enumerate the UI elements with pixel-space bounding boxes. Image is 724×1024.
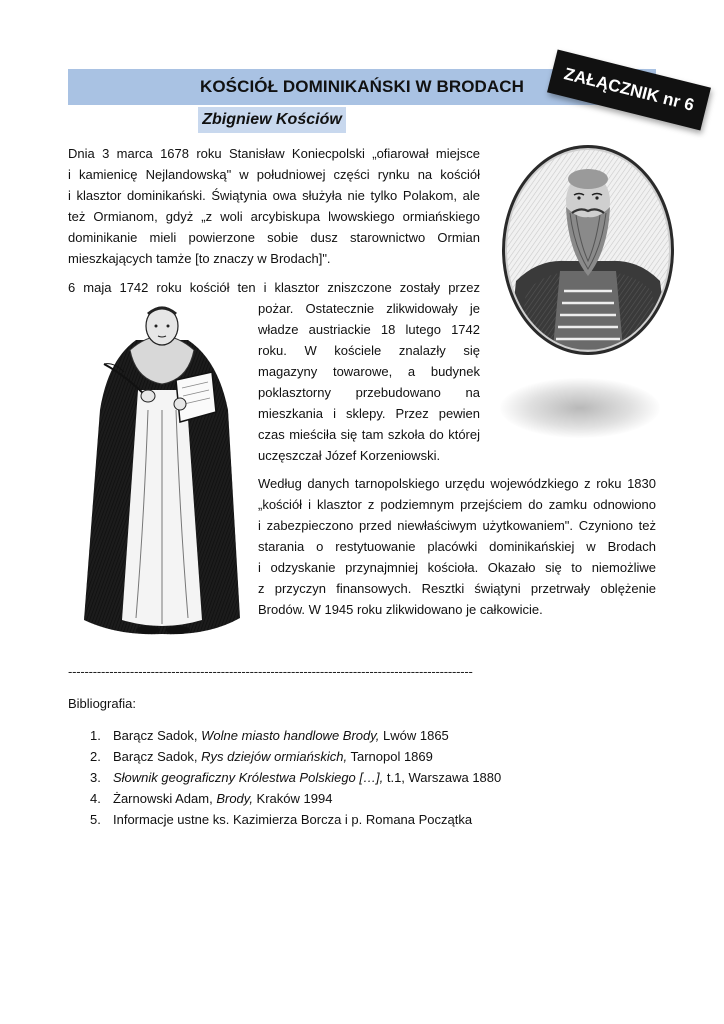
paragraph-3: [258, 473, 656, 620]
text-line: mieszkających tamże [to znaczy w Brodach]".: [68, 251, 331, 266]
item-number: 5.: [90, 812, 101, 827]
item-title: Rys dziejów ormiańskich,: [201, 749, 348, 764]
dominican-monk-illustration: [78, 300, 246, 640]
text-line: dominikanie mieli powierzone sobie dusz starownictwo Ormian: [68, 230, 480, 245]
bibliography-item: [90, 791, 501, 812]
item-author: Informacje ustne ks. Kazimierza Borcza i p. Romana Początka: [113, 812, 473, 827]
item-number: 2.: [90, 749, 101, 764]
nobleman-portrait-illustration: [498, 141, 678, 359]
text-line: władze austriackie 18 lutego 1742: [258, 322, 480, 337]
text-line: mieszkania i sklepy. Przez pewien: [258, 406, 480, 421]
text-line: pożar. Ostatecznie zlikwidowały je: [258, 301, 480, 316]
paragraph-2: [258, 298, 480, 466]
portrait-shadow: [500, 378, 660, 438]
item-title: Wolne miasto handlowe Brody,: [201, 728, 380, 743]
paragraph-2-first-line: [68, 277, 480, 298]
portrait-image: [498, 141, 678, 359]
text-line: „kościół i klasztor z podziemnym przejściem do zamku odnowiono: [258, 497, 656, 512]
item-title: Brody,: [216, 791, 253, 806]
text-line: uczęszczał Józef Korzeniowski.: [258, 448, 441, 463]
item-title: Słownik geograficzny Królestwa Polskiego […],: [113, 770, 384, 785]
monk-image: [78, 300, 246, 640]
text-line: też Ormianom, gdyż „z woli arcybiskupa lwowskiego ormiańskiego: [68, 209, 480, 224]
text-line: Dnia 3 marca 1678 roku Stanisław Koniecpolski „ofiarował miejsce: [68, 146, 480, 161]
text-line: czas mieściła się tam szkoła do której: [258, 427, 480, 442]
item-publication: Kraków 1994: [252, 791, 333, 806]
text-line: poklasztorny przebudowano na: [258, 385, 480, 400]
bibliography-item: [90, 728, 501, 749]
text-line: magazyny towarowe, a budynek: [258, 364, 480, 379]
attachment-badge: ZAŁĄCZNIK nr 6: [547, 50, 711, 131]
item-number: 1.: [90, 728, 101, 743]
text-line: Brodów. W 1945 roku zlikwidowano je całkowicie.: [258, 602, 543, 617]
text-line: i odzyskanie przynajmniej kościoła. Okazało się to niemożliwe: [258, 560, 656, 575]
text-line: i zabezpieczono przed niewłaściwym użytkowaniem". Czyniono też: [258, 518, 656, 533]
bibliography-heading: Bibliografia:: [68, 696, 136, 711]
text-line: z przyczyn finansowych. Resztki świątyni przetrwały oblężenie: [258, 581, 656, 596]
text-line: Według danych tarnopolskiego urzędu wojewódzkiego z roku 1830: [258, 476, 656, 491]
item-publication: Lwów 1865: [379, 728, 449, 743]
item-publication: t.1, Warszawa 1880: [383, 770, 502, 785]
text-line: i kamienicę Nejlandowską" w południowej części rynku na kościół: [68, 167, 480, 182]
item-author: Barącz Sadok,: [113, 728, 202, 743]
item-publication: Tarnopol 1869: [347, 749, 433, 764]
bibliography-item: [90, 770, 501, 791]
text-line: roku. W kościele znalazły się: [258, 343, 480, 358]
bibliography-item: [90, 749, 501, 770]
bibliography-item: [90, 812, 501, 833]
item-author: Barącz Sadok,: [113, 749, 202, 764]
item-number: 4.: [90, 791, 101, 806]
author-name: Zbigniew Kościów: [202, 111, 342, 128]
page-title: KOŚCIÓŁ DOMINIKAŃSKI W BRODACH: [199, 77, 525, 96]
paragraph-1: [68, 143, 480, 269]
bibliography-list: [90, 728, 501, 833]
item-author: Żarnowski Adam,: [113, 791, 217, 806]
text-line: i klasztor dominikański. Świątynia owa służyła nie tylko Polakom, ale: [68, 188, 480, 203]
text-line: starania o restytuowanie placówki dominikańskiej w Brodach: [258, 539, 656, 554]
author-bar: [198, 107, 346, 133]
text-line: 6 maja 1742 roku kościół ten i klasztor zniszczone zostały przez: [68, 280, 480, 295]
dashed-divider: --------------------------------------------------------------------------------------------------: [68, 664, 473, 679]
item-number: 3.: [90, 770, 101, 785]
